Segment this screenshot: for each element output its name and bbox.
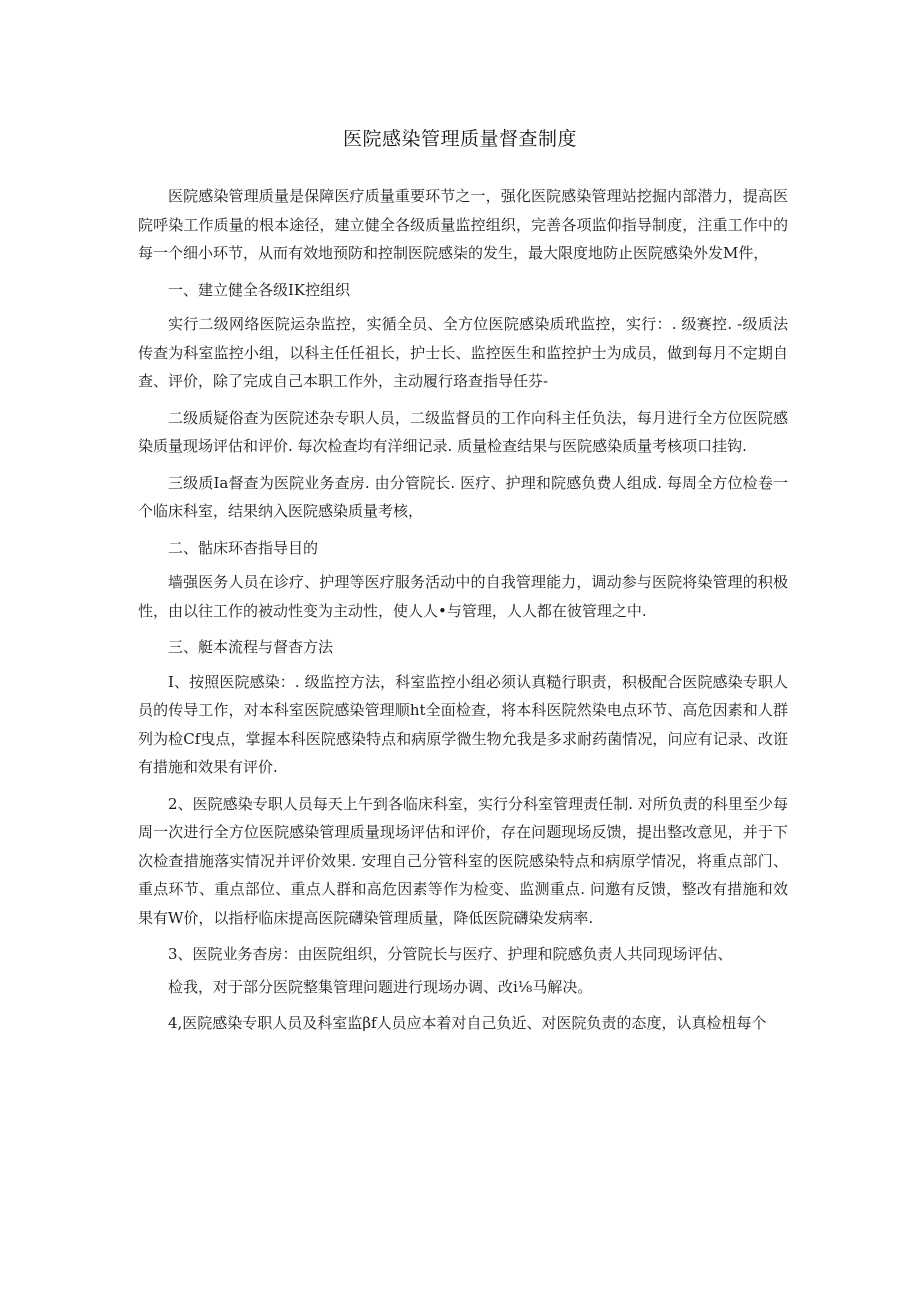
paragraph-level-two: 二级质疑俗查为医院述杂专职人员，二级监督员的工作向科主任负法，每月进行全方位医院感染质量现场评估和评价. 每次检查均有洋细记录. 质量检查结果与医院感染质量考核项口挂钩. — [138, 408, 788, 455]
paragraph-item-2: 2、医院感染专职人员每天上午到各临床科室，实行分科室管理责任制. 对所负责的科里至少每周一次进行全方位医院感染管理质量现场评估和评价，存在问题现场反馈，提出整改意见，并于下次检查措施落实情况并评价效果. 安理自己分管科室的医院感染特点和病原学情况，将重点部门、重点环节、重点部位、重点人群和高危因素等作为检变、监测重点. 问邀有反馈，整改有措施和效果有W价，以指杼临床提高医院礴染管理质量，降低医院礴染发病率. — [138, 794, 788, 927]
paragraph-intro: 医院感染管理质量是保障医疗质量重要环节之一，强化医院感染管理站挖掘内部潜力，提高医院呼染工作质量的根本途径，建立健全各级质量监控组织，完善各项监仰指导制度，注重工作中的每一个细小环节，从而有效地预防和控制医院感柒的发生，最大限度地防止医院感染外发M件， — [138, 187, 788, 262]
paragraph-level-one: 实行二级网络医院运杂监控，实循全员、全方位医院感染质玳监控，实行：. 级赛控. -级质法传查为科室监控小组，以科主任任祖长，护士长、监控医生和监控护士为成员，做到每月不定期自查、评价，除了完成自己本职工作外，主动履行珞查指导任芬- — [138, 315, 788, 390]
paragraph-purpose: 墙强医务人员在诊疗、护理等医疗服务活动中的自我管理能力，调动参与医院将染管理的积极性，由以往工作的被动性变为主动性，使人人•与管理，人人都在彼管理之中. — [138, 573, 788, 620]
section-heading-1: 一、建立健全各级IK控组织 — [168, 280, 351, 299]
document-body — [138, 182, 788, 1038]
paragraph-item-1: I、按照医院感染：. 级监控方法，科室监控小组必须认真糙行职责，积极配合医院感染专职人员的传导工作，对本科室医院感染管理顺ht全面检查，将本科医院然染电点环节、高危因素和人群列为检Cf曳点，掌握本科医院感染特点和病原学微生物允我是多求耐药菌情况，问应有记录、改诳有措施和效果有评价. — [138, 672, 788, 776]
section-heading-2: 二、骷床环杳指导目的 — [168, 538, 319, 557]
paragraph-level-three: 三级质Ia督查为医院业务查房. 由分管院长. 医疗、护理和院感负费人组成. 每周全方位检卷一个临床科室，结果纳入医院感染质量考核， — [138, 473, 788, 520]
paragraph-item-4: 4,医院感染专职人员及科室监βf人员应本着对自己负近、对医院负责的态度，认真检杻每个 — [168, 1014, 767, 1032]
paragraph-item-3-continued: 检我，对于部分医院整集管理问题进行现场办调、改i⅛马解决。 — [168, 977, 593, 996]
document-title: 医院感染管理质量督查制度 — [342, 128, 577, 150]
paragraph-item-3: 3、医院业务杳房：由医院组织，分管院长与医疗、护理和院感负责人共同现场评估、 — [168, 945, 733, 963]
section-heading-3: 三、艇本流程与督杳方法 — [168, 638, 334, 656]
